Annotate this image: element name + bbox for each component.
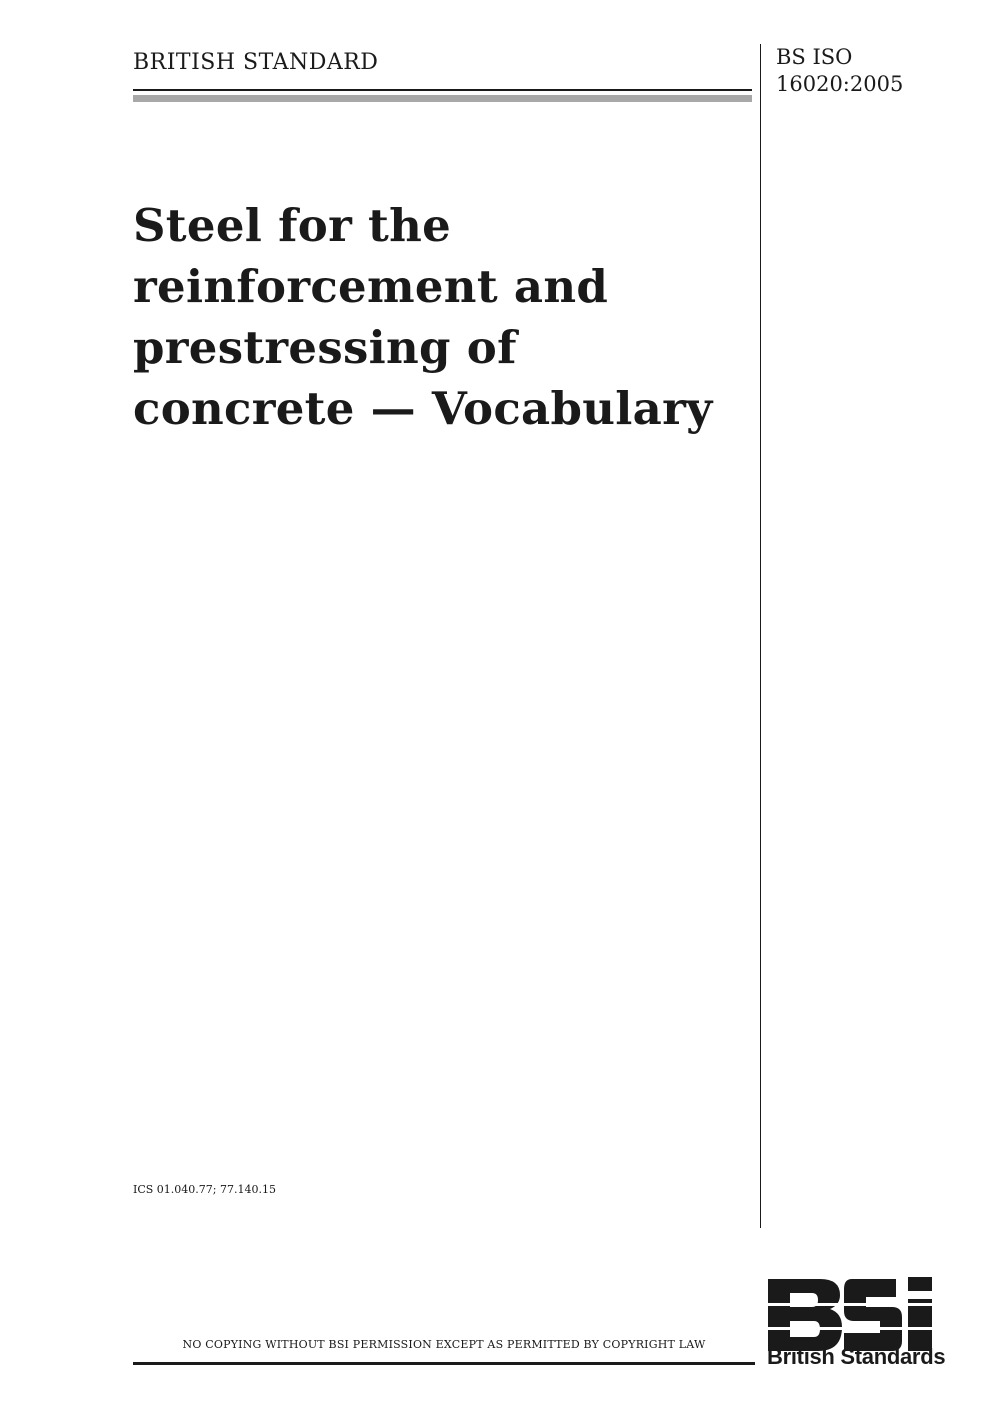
document-number: BS ISO 16020:2005 [776, 45, 904, 96]
copyright-notice: NO COPYING WITHOUT BSI PERMISSION EXCEPT AS PERMITTED BY COPYRIGHT LAW [182, 1338, 706, 1351]
copyright-rule [133, 1362, 755, 1365]
header-rule-thin [133, 89, 752, 91]
logo-caption: British Standards [767, 1344, 946, 1369]
document-title: Steel for the reinforcement and prestressing of concrete — Vocabulary [133, 199, 713, 435]
logo-mark-text: BSi [840, 1317, 842, 1318]
ics-codes: ICS 01.040.77; 77.140.15 [133, 1183, 276, 1196]
series-label: BRITISH STANDARD [133, 50, 379, 75]
header-rule-thick [133, 95, 752, 102]
vertical-divider [760, 44, 761, 1228]
